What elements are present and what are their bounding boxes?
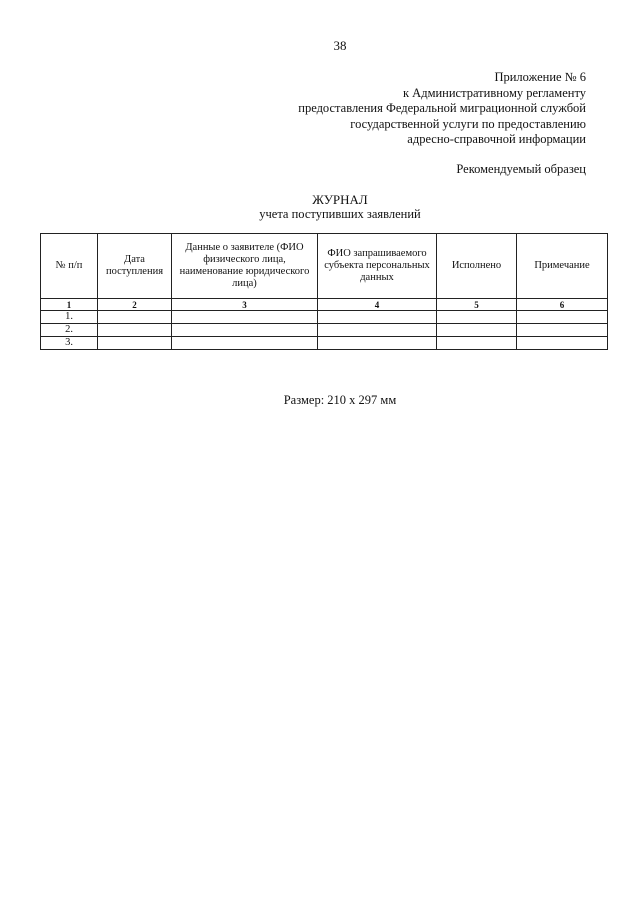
table-row: [41, 324, 608, 337]
table-cell: 1.: [41, 311, 98, 324]
journal-heading: [0, 193, 640, 221]
column-header-done: Исполнено: [437, 234, 517, 299]
column-number: 4: [318, 299, 437, 311]
column-number: 5: [437, 299, 517, 311]
appendix-line: государственной услуги по предоставлению: [350, 116, 586, 131]
table-cell: [172, 311, 318, 324]
column-number-row: [41, 299, 608, 311]
appendix-line: к Административному регламенту: [402, 85, 586, 100]
table-cell: [517, 324, 608, 337]
table-header-row: [41, 234, 608, 299]
table-cell: [172, 324, 318, 337]
column-number: 1: [41, 299, 98, 311]
column-header-note: Примечание: [517, 234, 608, 299]
size-note: Размер: 210 х 297 мм: [283, 393, 397, 407]
column-number: 2: [98, 299, 172, 311]
table-cell: 2.: [41, 324, 98, 337]
page-number: 38: [333, 38, 347, 53]
table-cell: [98, 311, 172, 324]
table-cell: [437, 324, 517, 337]
journal-title: ЖУРНАЛ: [312, 192, 368, 207]
column-number: 3: [172, 299, 318, 311]
appendix-line: предоставления Федеральной миграционной службой: [298, 101, 586, 115]
table-row: [41, 337, 608, 350]
table-cell: [437, 337, 517, 350]
table-cell: [318, 311, 437, 324]
column-number: 6: [517, 299, 608, 311]
appendix-line: Приложение № 6: [494, 70, 586, 84]
journal-table: [40, 233, 608, 350]
column-header-applicant: Данные о заявителе (ФИО физического лица, наименование юридического лица): [172, 234, 318, 299]
table-cell: [98, 337, 172, 350]
sample-note: Рекомендуемый образец: [456, 162, 586, 176]
table-cell: [318, 337, 437, 350]
appendix-block: [298, 70, 586, 148]
table-cell: [517, 337, 608, 350]
table-cell: [172, 337, 318, 350]
table-cell: [318, 324, 437, 337]
table-row: [41, 311, 608, 324]
table-cell: [437, 311, 517, 324]
appendix-line: адресно-справочной информации: [407, 132, 586, 146]
table-cell: 3.: [41, 337, 98, 350]
journal-subtitle: учета поступивших заявлений: [259, 207, 421, 221]
column-header-subject: ФИО запрашиваемого субъекта персональных данных: [318, 234, 437, 299]
column-header-date: Дата поступления: [98, 234, 172, 299]
column-header-number: № п/п: [41, 234, 98, 299]
table-cell: [98, 324, 172, 337]
table-cell: [517, 311, 608, 324]
